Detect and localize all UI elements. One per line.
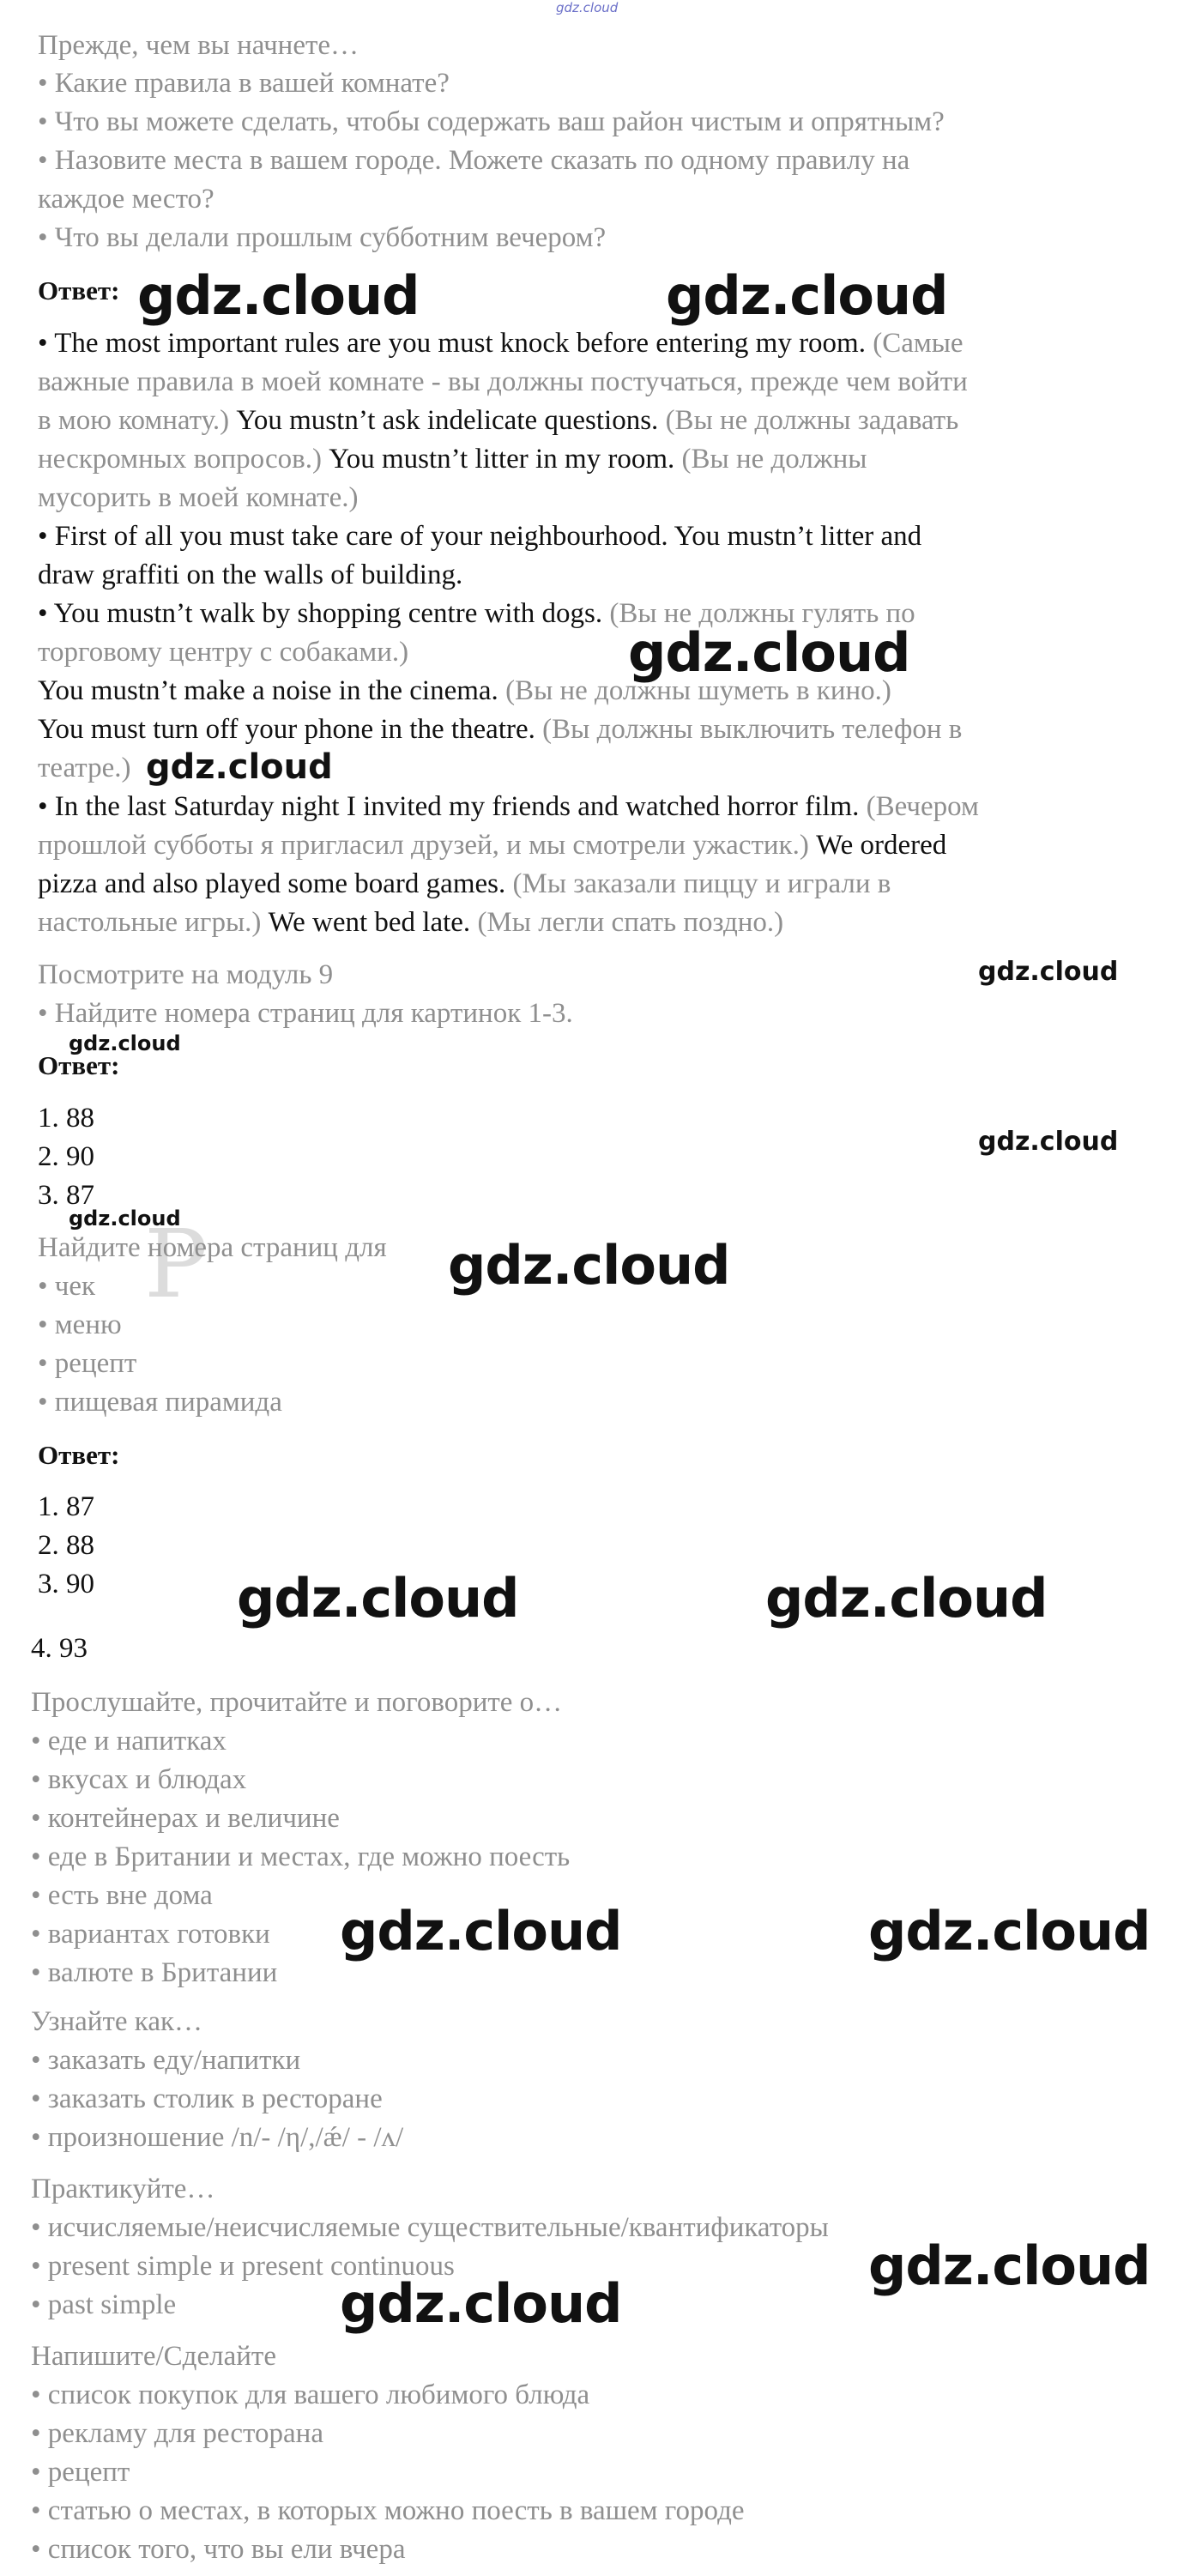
section5-item-2: • заказать столик в ресторане [31, 2083, 383, 2114]
watermark: gdz.cloud [146, 747, 333, 787]
answer1-en: • The most important rules are you must knock before entering my room. [38, 328, 866, 359]
watermark: gdz.cloud [978, 1127, 1119, 1157]
section7-item-3: • рецепт [31, 2457, 130, 2488]
section3-answer-4: 4. 93 [31, 1633, 88, 1664]
section1-question-4: • Что вы делали прошлым субботним вечером? [38, 222, 607, 253]
answer1-ru6: (Вы не должны [681, 444, 867, 475]
answer4-line3 [38, 870, 891, 898]
answer1-line3 [38, 407, 958, 435]
section6-item-2: • present simple и present continuous [31, 2251, 455, 2282]
answer4-en1: • In the last Saturday night I invited my friends and watched horror film. [38, 791, 860, 822]
section6-item-3: • past simple [31, 2289, 177, 2320]
section5-title: Узнайте как… [31, 2006, 202, 2037]
answer4-ru2: прошлой субботы я пригласил друзей, и мы смотрели ужастик.) [38, 830, 809, 861]
section4-item-2: • вкусах и блюдах [31, 1764, 247, 1795]
section2-answer-label: Ответ: [38, 1050, 120, 1080]
answer3-ru3: (Вы не должны шуметь в кино.) [505, 675, 891, 706]
answer1-ru5: нескромных вопросов.) [38, 444, 322, 475]
answer3-line5: театре.) [38, 753, 131, 783]
section1-title: Прежде, чем вы начнете… [38, 30, 359, 61]
answer1-line1 [38, 330, 964, 358]
watermark: gdz.cloud [448, 1234, 730, 1297]
section6-title: Практикуйте… [31, 2174, 215, 2204]
answer4-line4 [38, 909, 783, 937]
section4-item-4: • еде в Британии и местах, где можно поесть [31, 1841, 571, 1872]
answer3-line2: торговому центру с собаками.) [38, 637, 409, 668]
section4-item-1: • еде и напитках [31, 1726, 227, 1757]
answer2-line1: • First of all you must take care of your neighbourhood. You mustn’t litter and [38, 521, 922, 552]
section4-item-7: • валюте в Британии [31, 1957, 278, 1988]
answer1-ru4: (Вы не должны задавать [665, 405, 959, 436]
section5-item-3: • произношение /n/- /η/,/ǽ/ - /ʌ/ [31, 2122, 404, 2153]
section3-answer-1: 1. 87 [38, 1491, 94, 1522]
section7-item-1: • список покупок для вашего любимого блюда [31, 2379, 590, 2410]
section7-item-2: • рекламу для ресторана [31, 2418, 323, 2449]
watermark: gdz.cloud [237, 1567, 519, 1630]
watermark: gdz.cloud [868, 1900, 1151, 1962]
section3-answer-label: Ответ: [38, 1440, 120, 1470]
answer4-en3: pizza and also played some board games. [38, 868, 506, 899]
answer4-ru5: (Мы легли спать поздно.) [477, 907, 784, 938]
section2-answer-2: 2. 90 [38, 1141, 94, 1172]
answer4-en4: We went bed late. [268, 907, 471, 938]
section2-answer-3: 3. 87 [38, 1180, 94, 1211]
watermark: gdz.cloud [628, 621, 910, 684]
answer3-en2: You mustn’t make a noise in the cinema. [38, 675, 498, 706]
answer1-en2: You mustn’t ask indelicate questions. [236, 405, 659, 436]
section7-title: Напишите/Сделайте [31, 2341, 276, 2372]
answer3-line4 [38, 716, 962, 744]
watermark: gdz.cloud [340, 2272, 622, 2335]
section7-item-5: • список того, что вы ели вчера [31, 2534, 406, 2565]
section5-item-1: • заказать еду/напитки [31, 2045, 301, 2076]
section4-item-3: • контейнерах и величине [31, 1803, 340, 1834]
answer4-line1 [38, 793, 979, 821]
answer1-line2: важные правила в моей комнате - вы должны постучаться, прежде чем войти [38, 366, 968, 397]
answer3-ru4: (Вы должны выключить телефон в [542, 714, 963, 745]
watermark: gdz.cloud [69, 1206, 181, 1231]
watermark: gdz.cloud [666, 264, 948, 327]
watermark: gdz.cloud [868, 2234, 1151, 2297]
top-watermark: gdz.cloud [556, 0, 619, 15]
answer3-ru1: (Вы не должны гулять по [609, 598, 915, 629]
section3-title: Найдите номера страниц для [38, 1232, 387, 1263]
answer3-en3: You must turn off your phone in the theatre. [38, 714, 535, 745]
answer1-line4 [38, 445, 867, 474]
watermark: gdz.cloud [69, 1031, 181, 1055]
watermark: gdz.cloud [978, 957, 1119, 987]
section3-answer-3: 3. 90 [38, 1569, 94, 1599]
section3-answer-2: 2. 88 [38, 1530, 94, 1561]
section1-question-2: • Что вы можете сделать, чтобы содержать ваш район чистым и опрятным? [38, 106, 945, 137]
answer1-en3: You mustn’t litter in my room. [329, 444, 675, 475]
answer4-line2 [38, 831, 946, 860]
section6-item-1: • исчисляемые/неисчисляемые существительные/квантификаторы [31, 2212, 829, 2243]
section3-item-4: • пищевая пирамида [38, 1387, 282, 1418]
answer4-ru1: (Вечером [866, 791, 979, 822]
answer4-ru3: (Мы заказали пиццу и играли в [512, 868, 891, 899]
section4-title: Прослушайте, прочитайте и поговорите о… [31, 1687, 563, 1718]
section3-item-3: • рецепт [38, 1348, 137, 1379]
section4-item-5: • есть вне дома [31, 1880, 213, 1911]
answer4-en2: We ordered [816, 830, 947, 861]
section2-title: Посмотрите на модуль 9 [38, 959, 334, 990]
answer1-ru3: в мою комнату.) [38, 405, 230, 436]
answer2-line2: draw graffiti on the walls of building. [38, 559, 463, 590]
faint-background-letter: P [144, 1209, 208, 1319]
answer4-ru4: настольные игры.) [38, 907, 262, 938]
section1-answer-label: Ответ: [38, 275, 120, 305]
section2-answer-1: 1. 88 [38, 1103, 94, 1134]
answer3-en1: • You mustn’t walk by shopping centre with dogs. [38, 598, 603, 629]
section1-question-1: • Какие правила в вашей комнате? [38, 68, 450, 99]
section3-item-2: • меню [38, 1309, 122, 1340]
section1-question-3-cont: каждое место? [38, 184, 214, 215]
section4-item-6: • вариантах готовки [31, 1919, 270, 1950]
section3-item-1: • чек [38, 1271, 96, 1302]
answer1-ru: (Самые [873, 328, 964, 359]
watermark: gdz.cloud [137, 264, 420, 327]
section2-question: • Найдите номера страниц для картинок 1-3. [38, 998, 573, 1029]
watermark: gdz.cloud [340, 1900, 622, 1962]
watermark: gdz.cloud [765, 1567, 1048, 1630]
section1-question-3: • Назовите места в вашем городе. Можете сказать по одному правилу на [38, 145, 910, 176]
section7-item-4: • статью о местах, в которых можно поесть в вашем городе [31, 2495, 745, 2526]
answer1-line5: мусорить в моей комнате.) [38, 482, 359, 513]
